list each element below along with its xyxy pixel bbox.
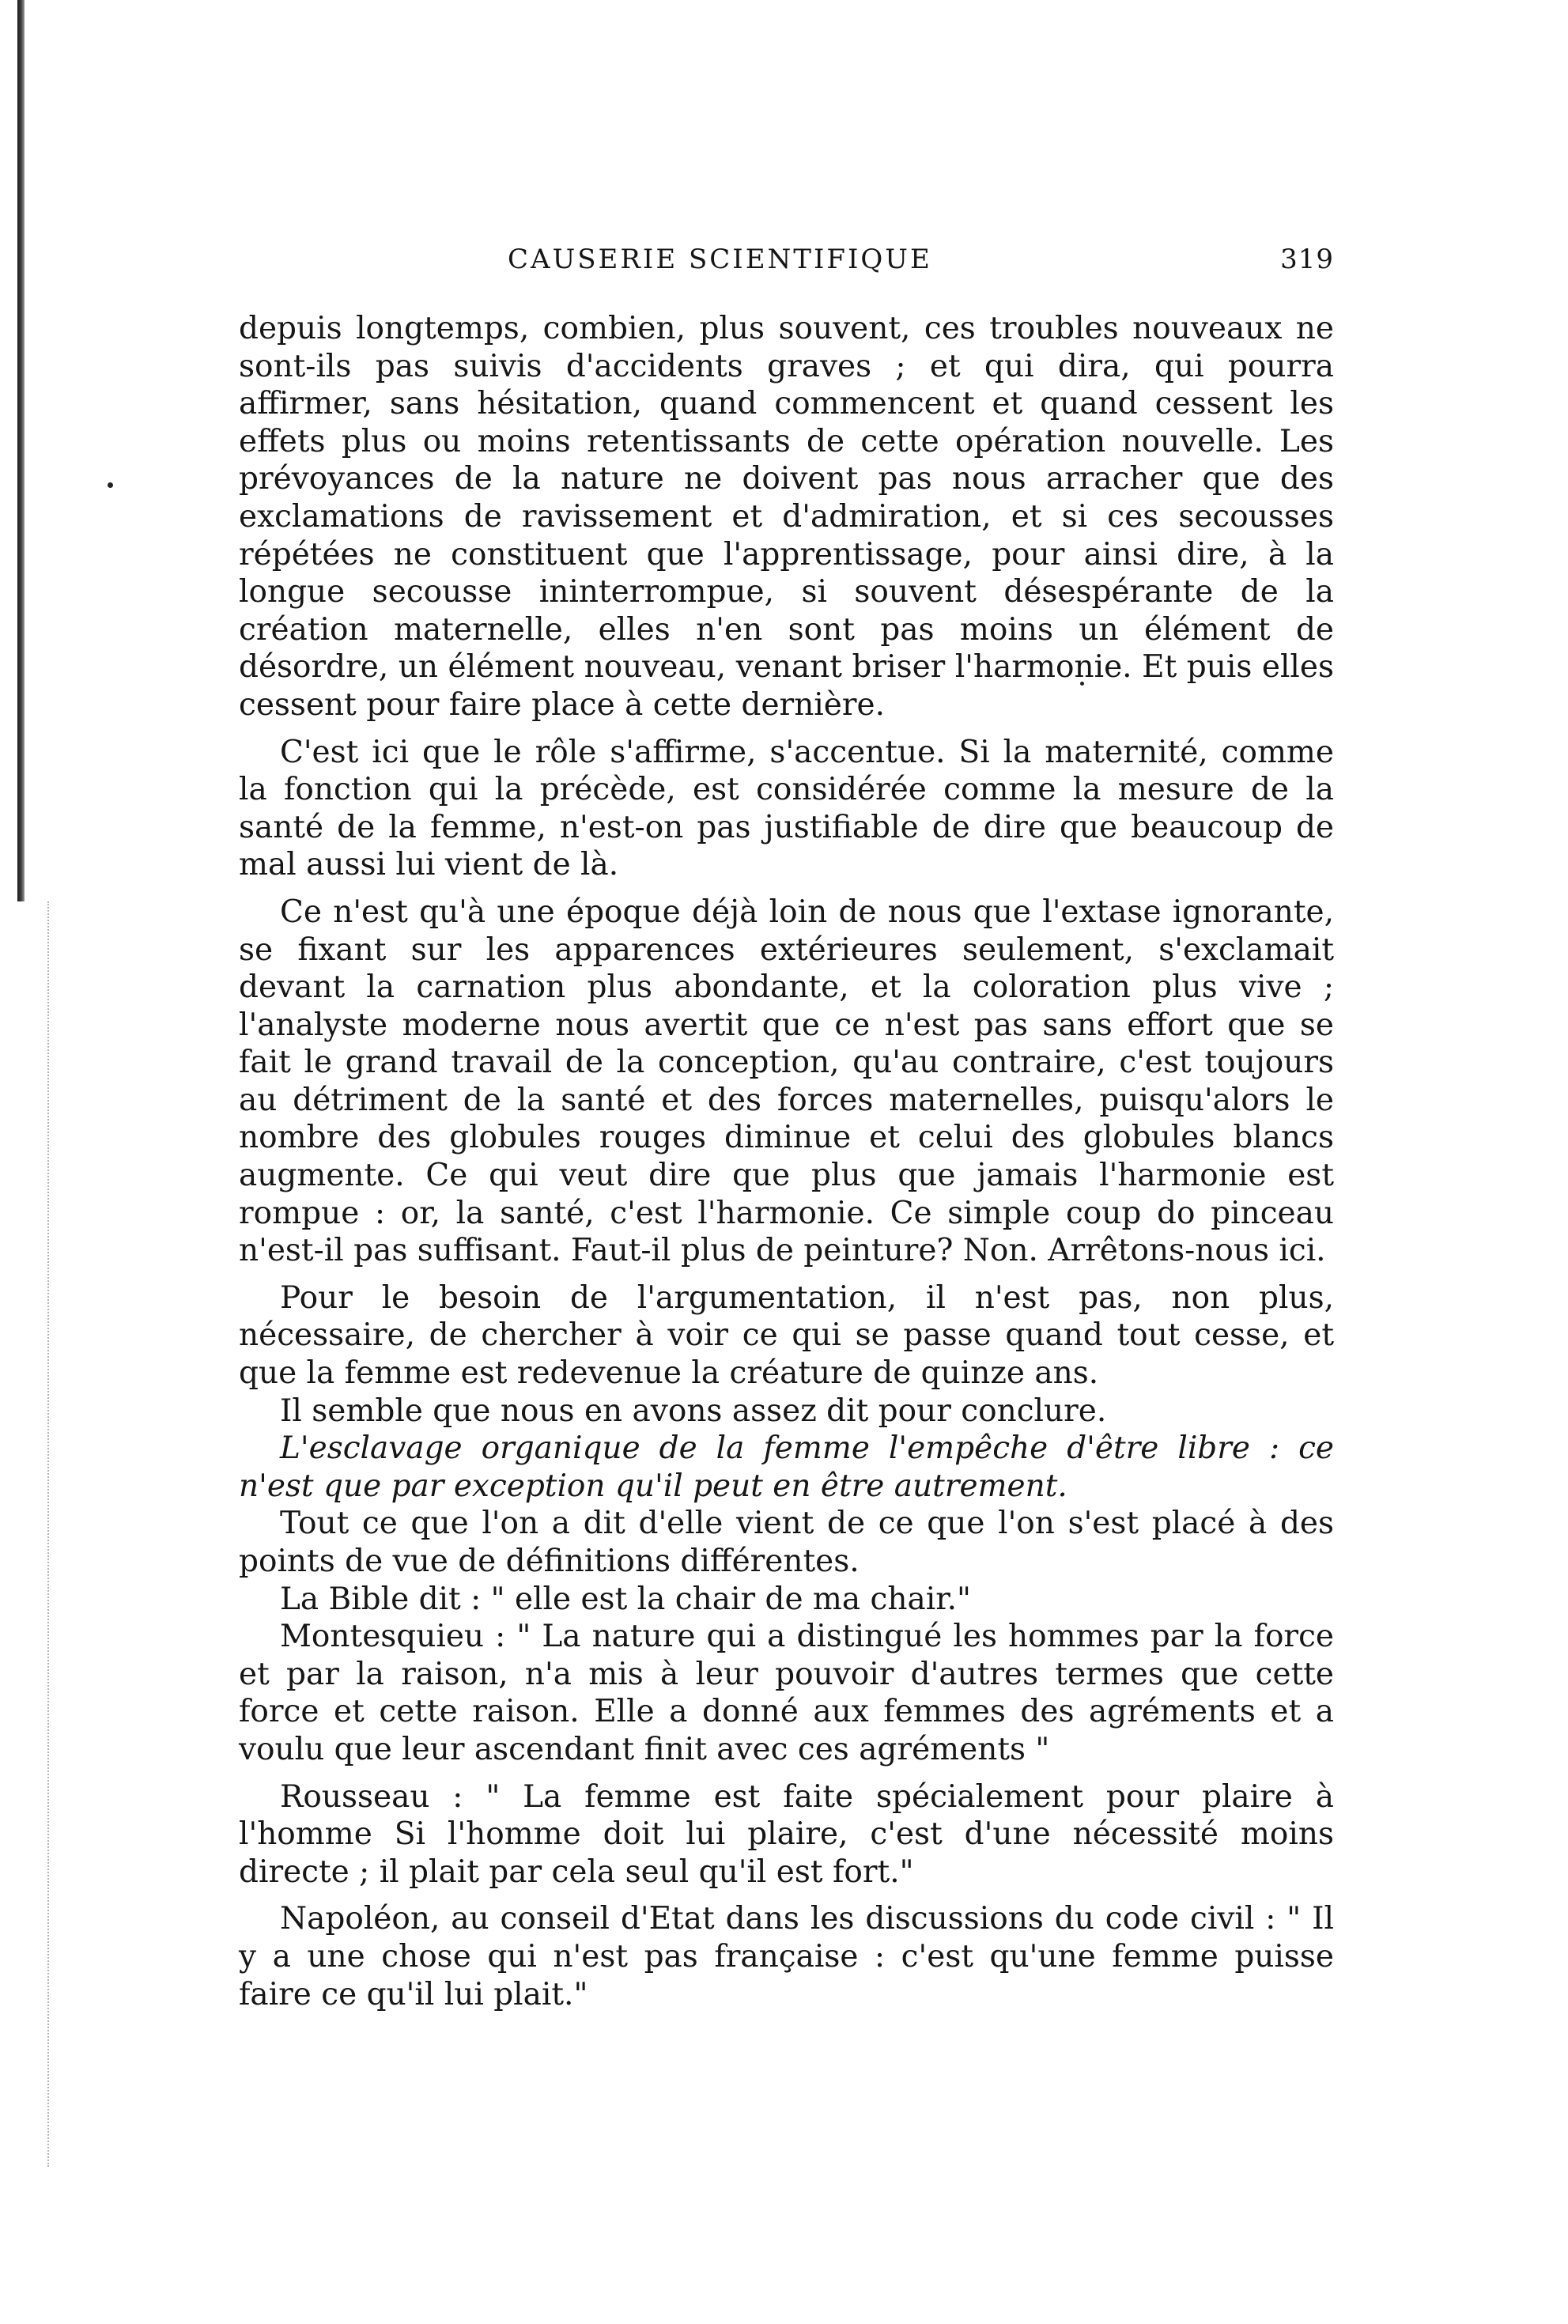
page-header — [239, 244, 1334, 283]
paragraph: Ce n'est qu'à une époque déjà loin de nous que l'extase ignorante, se fixant sur les apparences extérieures seulement, s'exclamait devant la carnation plus abondante, et la coloration plus vive ; l'analyste moderne nous avertit que ce n'est pas sans effort que se fait le grand travail de la conception, qu'au contraire, c'est toujours au détriment de la santé et des forces maternelles, puisqu'alors le nombre des globules rouges diminue et celui des globules blancs augmente. Ce qui veut dire que plus que jamais l'harmonie est rompue : or, la santé, c'est l'harmonie. Ce simple coup do pinceau n'est-il pas suffisant. Faut-il plus de peinture? Non. Arrêtons-nous ici. — [239, 894, 1334, 1269]
paragraph: C'est ici que le rôle s'affirme, s'accentue. Si la maternité, comme la fonction qui la précède, est considérée comme la mesure de la santé de la femme, n'est-on pas justifiable de dire que beaucoup de mal aussi lui vient de là. — [239, 734, 1334, 883]
paragraph: Il semble que nous en avons assez dit pour conclure. — [280, 1393, 1107, 1429]
quotation-bible: La Bible dit : " elle est la chair de ma chair." — [280, 1581, 971, 1617]
quotation-napoleon: Napoléon, au conseil d'Etat dans les discussions du code civil : " Il y a une chose qui n'est pas française : c'est qu'une femme puisse faire ce qu'il lui plait." — [239, 1901, 1334, 2012]
body-text — [239, 310, 1334, 2013]
italic-conclusion: L'esclavage organique de la femme l'empêche d'être libre : ce n'est que par exception qu'il peut en être autrement. — [239, 1430, 1334, 1504]
running-title: CAUSERIE SCIENTIFIQUE — [508, 244, 932, 275]
quotation-montesquieu: Montesquieu : " La nature qui a distingué les hommes par la force et par la raison, n'a mis à leur pouvoir d'autres termes que cette force et cette raison. Elle a donné aux femmes des agréments et a voulu que leur ascendant finit avec ces agréments " — [239, 1619, 1334, 1767]
paragraph: Tout ce que l'on a dit d'elle vient de ce que l'on s'est placé à des points de vue de définitions différentes. — [239, 1506, 1334, 1579]
stray-ink-dot — [108, 482, 113, 488]
scan-edge-shadow — [17, 0, 25, 901]
page-number: 319 — [1280, 244, 1334, 275]
paragraph: Pour le besoin de l'argumentation, il n'est pas, non plus, nécessaire, de chercher à voir ce qui se passe quand tout cesse, et que la femme est redevenue la créature de quinze ans. — [239, 1279, 1334, 1392]
paragraph: depuis longtemps, combien, plus souvent, ces troubles nouveaux ne sont-ils pas suivis d'accidents graves ; et qui dira, qui pourra affirmer, sans hésitation, quand commencent et quand cessent les effets plus ou moins retentissants de cette opération nouvelle. Les prévoyances de la nature ne doivent pas nous arracher que des exclamations de ravissement et d'admiration, et si ces secousses répétées ne constituent que l'apprentissage, pour ainsi dire, à la longue secousse ininterrompue, si souvent désespérante de la création maternelle, elles n'en sont pas moins un élément de désordre, un élément nouveau, venant briser l'harmonie. Et puis elles cessent pour faire place à cette dernière. — [239, 311, 1334, 723]
scan-edge-faint-line — [47, 901, 51, 2167]
quotation-rousseau: Rousseau : " La femme est faite spécialement pour plaire à l'homme Si l'homme doit lui plaire, c'est d'une nécessité moins directe ; il plait par cela seul qu'il est fort." — [239, 1778, 1334, 1890]
